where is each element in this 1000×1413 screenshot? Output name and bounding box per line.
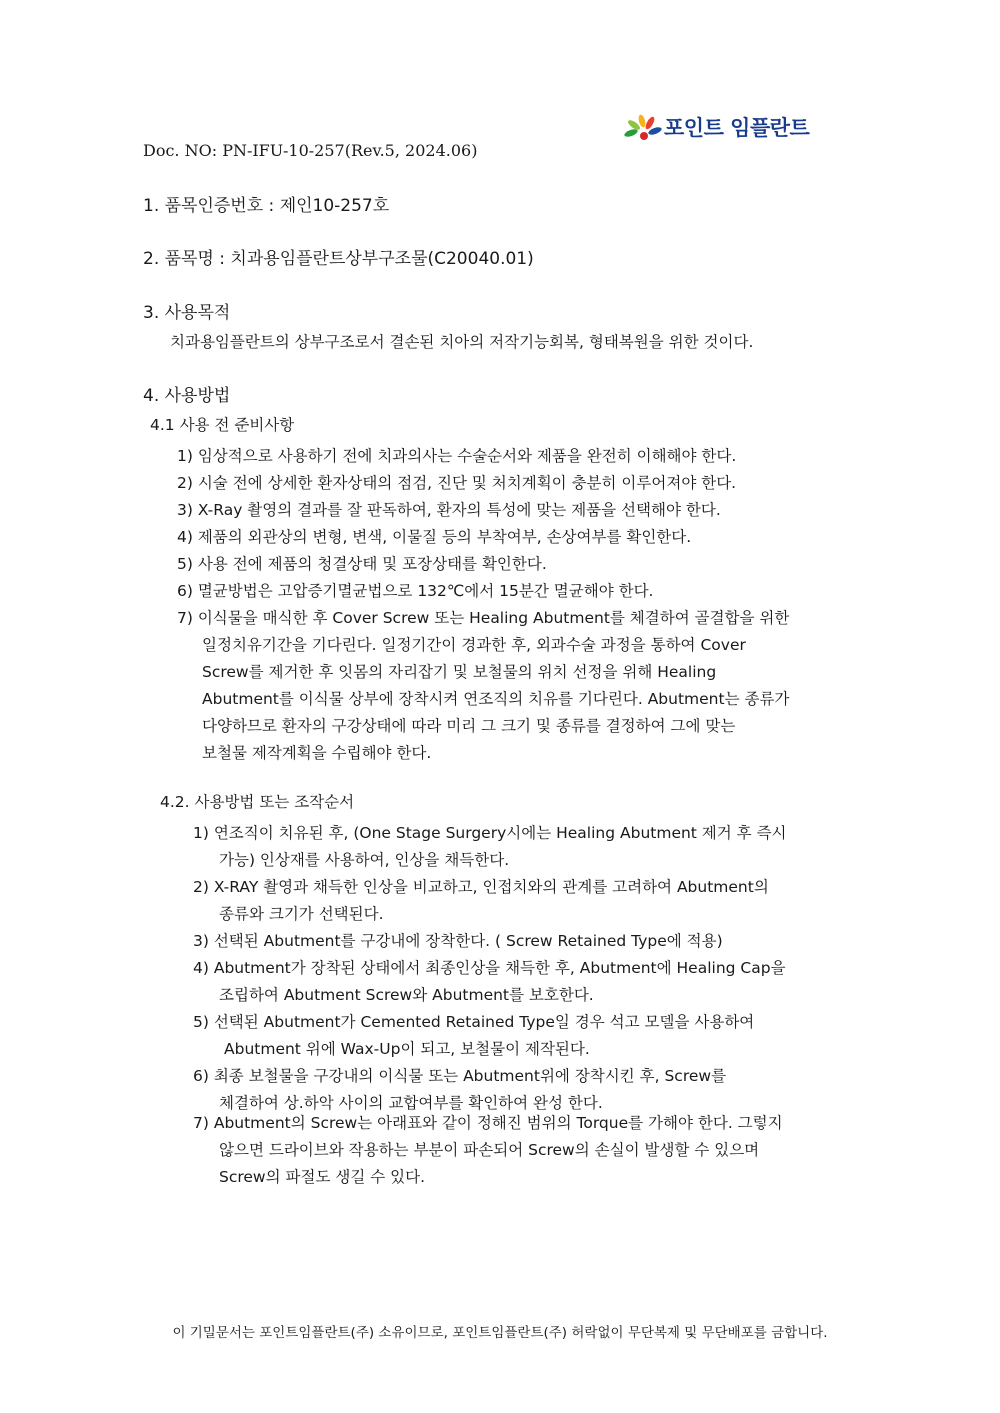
- list-item-continuation: Abutment를 이식물 상부에 장착시켜 연조직의 치유를 기다린다. Abutment는 종류가: [202, 690, 790, 708]
- list-item-continuation: Abutment 위에 Wax-Up이 되고, 보철물이 제작된다.: [224, 1040, 590, 1058]
- list-item: 1) 연조직이 치유된 후, (One Stage Surgery시에는 Healing Abutment 제거 후 즉시: [193, 824, 787, 842]
- list-item: 7) Abutment의 Screw는 아래표와 같이 정해진 범위의 Torque를 가해야 한다. 그렇지: [193, 1114, 783, 1132]
- list-item: 6) 최종 보철물을 구강내의 이식물 또는 Abutment위에 장착시킨 후, Screw를: [193, 1067, 727, 1085]
- section-3-title: 3. 사용목적: [143, 303, 231, 323]
- logo-text: 포인트 임플란트: [664, 116, 810, 140]
- list-item: 4) 제품의 외관상의 변형, 변색, 이물질 등의 부착여부, 손상여부를 확인한다.: [177, 528, 692, 546]
- logo-petal-icon: [622, 112, 662, 142]
- section-1-cert-number: 1. 품목인증번호 : 제인10-257호: [143, 196, 390, 216]
- section-4-2-title: 4.2. 사용방법 또는 조작순서: [160, 793, 355, 811]
- company-logo: [622, 111, 809, 143]
- section-4-title: 4. 사용방법: [143, 386, 231, 406]
- list-item: 3) X-Ray 촬영의 결과를 잘 판독하여, 환자의 특성에 맞는 제품을 선택해야 한다.: [177, 501, 721, 519]
- list-item: 5) 선택된 Abutment가 Cemented Retained Type일 경우 석고 모델을 사용하여: [193, 1013, 755, 1031]
- list-item-continuation: 종류와 크기가 선택된다.: [219, 905, 384, 923]
- list-item-continuation: 조립하여 Abutment Screw와 Abutment를 보호한다.: [219, 986, 594, 1004]
- list-item: 1) 임상적으로 사용하기 전에 치과의사는 수술순서와 제품을 완전히 이해해야 한다.: [177, 447, 737, 465]
- list-item: 2) 시술 전에 상세한 환자상태의 점검, 진단 및 처치계획이 충분히 이루어져야 한다.: [177, 474, 737, 492]
- section-4-1-title: 4.1 사용 전 준비사항: [150, 416, 295, 434]
- list-item: 6) 멸균방법은 고압증기멸균법으로 132℃에서 15분간 멸균해야 한다.: [177, 582, 654, 600]
- list-item-continuation: 일정치유기간을 기다린다. 일정기간이 경과한 후, 외과수술 과정을 통하여 Cover: [202, 636, 746, 654]
- list-item: 5) 사용 전에 제품의 청결상태 및 포장상태를 확인한다.: [177, 555, 547, 573]
- list-item: 3) 선택된 Abutment를 구강내에 장착한다. ( Screw Retained Type에 적용): [193, 932, 723, 950]
- list-item: 4) Abutment가 장착된 상태에서 최종인상을 채득한 후, Abutment에 Healing Cap을: [193, 959, 786, 977]
- confidentiality-footer: 이 기밀문서는 포인트임플란트(주) 소유이므로, 포인트임플란트(주) 허락없이 무단복제 및 무단배포를 금합니다.: [172, 1325, 828, 1341]
- list-item-continuation: 않으면 드라이브와 작용하는 부분이 파손되어 Screw의 손실이 발생할 수 있으며: [219, 1141, 760, 1159]
- list-item: 7) 이식물을 매식한 후 Cover Screw 또는 Healing Abutment를 체결하여 골결합을 위한: [177, 609, 790, 627]
- list-item-continuation: 체결하여 상.하악 사이의 교합여부를 확인하여 완성 한다.: [219, 1094, 603, 1112]
- section-3-body: 치과용임플란트의 상부구조로서 결손된 치아의 저작기능회복, 형태복원을 위한 것이다.: [170, 333, 754, 351]
- section-2-product-name: 2. 품목명 : 치과용임플란트상부구조물(C20040.01): [143, 249, 534, 269]
- list-item-continuation: 가능) 인상재를 사용하여, 인상을 채득한다.: [219, 851, 510, 869]
- list-item-continuation: Screw를 제거한 후 잇몸의 자리잡기 및 보철물의 위치 선정을 위해 Healing: [202, 663, 717, 681]
- document-number: Doc. NO: PN-IFU-10-257(Rev.5, 2024.06): [143, 141, 478, 160]
- list-item-continuation: Screw의 파절도 생길 수 있다.: [219, 1168, 425, 1186]
- list-item-continuation: 다양하므로 환자의 구강상태에 따라 미리 그 크기 및 종류를 결정하여 그에 맞는: [202, 717, 736, 735]
- list-item-continuation: 보철물 제작계획을 수립해야 한다.: [202, 744, 432, 762]
- list-item: 2) X-RAY 촬영과 채득한 인상을 비교하고, 인접치와의 관계를 고려하여 Abutment의: [193, 878, 769, 896]
